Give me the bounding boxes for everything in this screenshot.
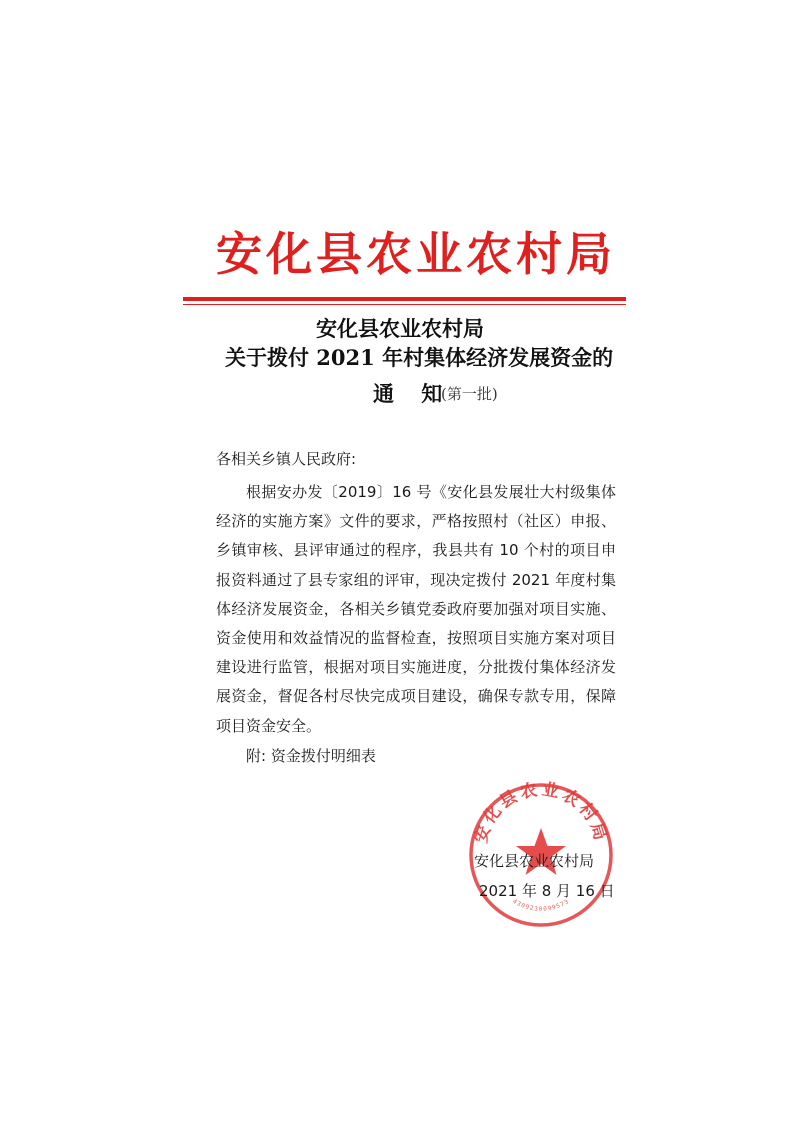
- signature-org: 安化县农业农村局: [474, 852, 595, 870]
- svg-text:安化县农业农村局: 安化县农业农村局: [471, 780, 611, 846]
- document-title-line-2: 关于拨付 2021 年村集体经济发展资金的: [225, 345, 614, 370]
- svg-text:4309230099573: 4309230099573: [511, 897, 571, 913]
- handwritten-batch-note: (第一批): [441, 385, 498, 403]
- document-title-line-1: 安化县农业农村局: [316, 316, 484, 341]
- letterhead-red-rule-thick: [183, 297, 626, 301]
- attachment-note: 附: 资金拨付明细表: [246, 747, 376, 765]
- document-title-line-3: 通 知: [373, 381, 453, 406]
- letterhead-title: 安化县农业农村局: [216, 227, 616, 281]
- signature-date: 2021 年 8 月 16 日: [479, 882, 615, 900]
- body-paragraph: 根据安办发〔2019〕16 号《安化县发展壮大村级集体经济的实施方案》文件的要求，严格按照村（社区）申报、乡镇审核、县评审通过的程序，我县共有 10 个村的项目申报资料通过了县专家组的评审，现决定拨付 2021 年度村集体经济发展资金，各相关乡镇党委政府要加强对项目实施、资金使用和效益情况的监督检查，按照项目实施方案对项目建设进行监管，根据对项目实施进度，分批拨付集体经济发展资金，督促各村尽快完成项目建设，确保专款专用，保障项目资金安全。: [216, 483, 616, 735]
- letterhead-red-rule-thin: [183, 304, 626, 305]
- salutation: 各相关乡镇人民政府:: [216, 450, 357, 468]
